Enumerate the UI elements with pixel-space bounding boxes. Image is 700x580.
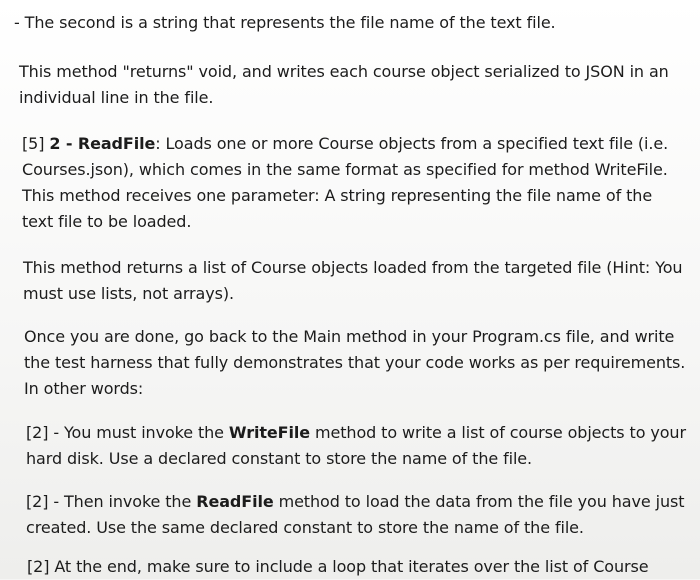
paragraph-text: [2] At the end, make sure to include a loop that iterates over the list of Course — [27, 557, 649, 576]
paragraph-text: This method returns a list of Course objects loaded from the targeted file (Hint: You must use lists, not arrays). — [23, 258, 683, 303]
paragraph-loop-instruction — [27, 554, 692, 580]
paragraph-text: This method "returns" void, and writes each course object serialized to JSON in an individual line in the file. — [19, 62, 669, 107]
method-name-readfile: ReadFile — [196, 492, 274, 511]
paragraph-readfile-description — [22, 131, 687, 235]
points-prefix: [5] — [22, 134, 50, 153]
paragraph-text: : Loads one or more Course objects from a specified text file (i.e. Courses.json), which comes in the same format as specified for method WriteFile. This method receives one parameter: A string representing the file name of the text file to be loaded. — [22, 134, 669, 231]
paragraph-text: - The second is a string that represents the file name of the text file. — [14, 13, 556, 32]
paragraph-text: Once you are done, go back to the Main method in your Program.cs file, and write the test harness that fully demonstrates that your code works as per requirements. In other words: — [24, 327, 686, 398]
paragraph-invoke-writefile — [26, 420, 691, 472]
paragraph-second-parameter — [14, 10, 684, 36]
paragraph-writefile-returns — [19, 59, 684, 111]
paragraph-test-harness — [24, 324, 694, 402]
method-name-writefile: WriteFile — [228, 423, 311, 442]
paragraph-text: method to write a list of course objects to your hard disk. Use a declared constant to store the name of the file. — [26, 423, 686, 468]
paragraph-invoke-readfile — [26, 489, 691, 541]
method-name-readfile: 2 - ReadFile — [49, 134, 156, 153]
paragraph-text: method to load the data from the file you have just created. Use the same declared constant to store the name of the file. — [26, 492, 685, 537]
paragraph-readfile-returns — [23, 255, 688, 307]
paragraph-text: [2] - You must invoke the — [26, 423, 229, 442]
paragraph-text: [2] - Then invoke the — [26, 492, 197, 511]
